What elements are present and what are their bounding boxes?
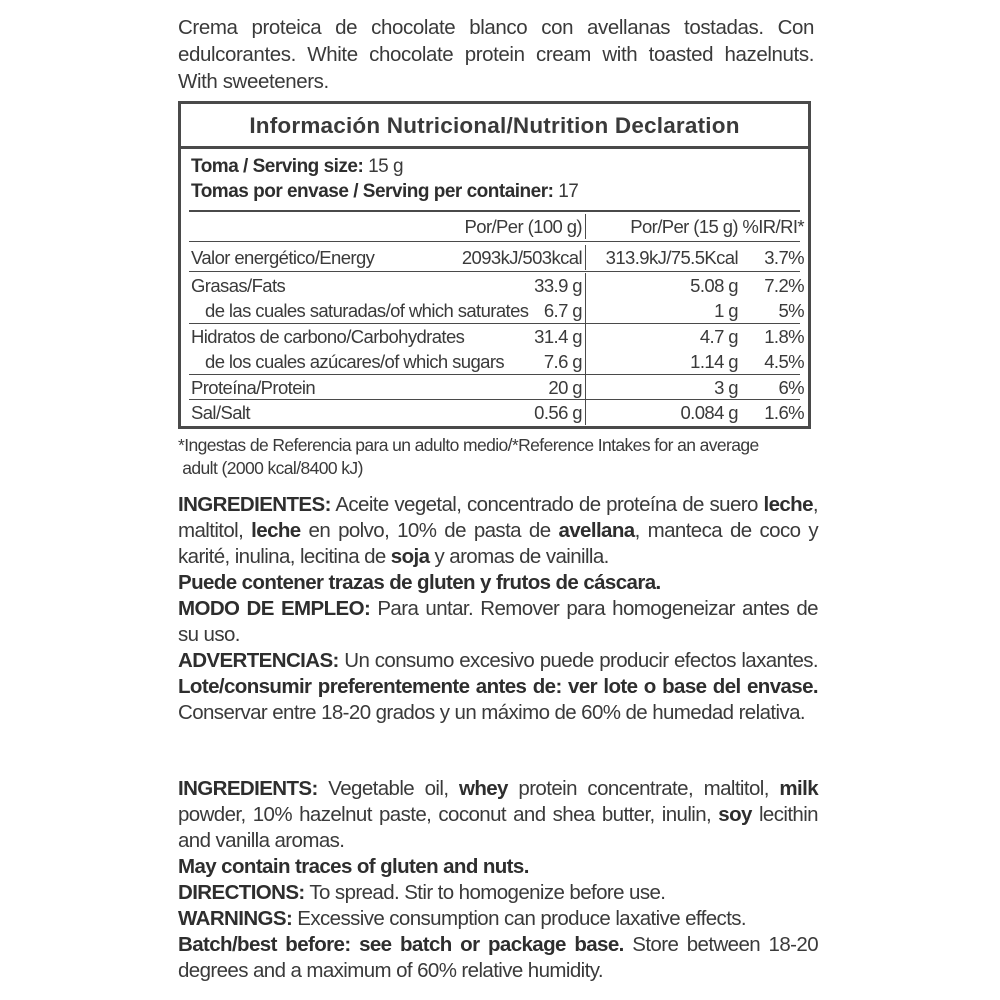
column-divider: [585, 214, 586, 239]
table-row: Hidratos de carbono/Carbohydrates 31.4 g 4.7 g 1.8%: [191, 326, 804, 347]
english-info: [178, 776, 818, 984]
batch-storage-en: Batch/best before: see batch or package base. Store between 18-20 degrees and a maximum of 60% relative humidity.: [178, 933, 818, 982]
table-header-row: [181, 214, 808, 239]
traces-en: May contain traces of gluten and nuts.: [178, 855, 529, 878]
table-row: de las cuales saturadas/of which saturates 6.7 g 1 g 5%: [205, 300, 804, 321]
table-row: de los cuales azúcares/of which sugars 7.6 g 1.14 g 4.5%: [205, 351, 804, 372]
column-divider: [585, 245, 586, 270]
directions-en: DIRECTIONS: To spread. Stir to homogenize before use.: [178, 881, 666, 904]
table-row: Sal/Salt 0.56 g 0.084 g 1.6%: [191, 402, 804, 423]
divider: [189, 210, 800, 212]
servings-per-container: Tomas por envase / Serving per container: 17: [191, 181, 579, 202]
column-divider: [585, 273, 586, 298]
column-divider: [585, 400, 586, 425]
spanish-info: [178, 492, 818, 726]
column-divider: [585, 298, 586, 323]
divider: [189, 271, 800, 272]
ingredients-es: INGREDIENTES: Aceite vegetal, concentrado de proteína de suero leche, maltitol, leche en polvo, 10% de pasta de avellana, manteca de coco y karité, inulina, lecitina de soja y aromas de vainilla.: [178, 493, 819, 568]
table-row: Proteína/Protein 20 g 3 g 6%: [191, 377, 804, 398]
column-divider: [585, 324, 586, 349]
nutrition-table: [178, 101, 811, 429]
header-per-100g: Por/Per (100 g): [464, 216, 582, 237]
nutrition-title: Información Nutricional/Nutrition Declaration: [181, 104, 808, 149]
serving-size: Toma / Serving size: 15 g: [191, 156, 404, 177]
table-row: Grasas/Fats 33.9 g 5.08 g 7.2%: [191, 275, 804, 296]
column-divider: [585, 349, 586, 374]
product-description: Crema proteica de chocolate blanco con avellanas tostadas. Con edulcorantes. White chocolate protein cream with toasted hazelnuts. With sweeteners.: [178, 16, 814, 93]
column-divider: [585, 375, 586, 400]
ingredients-en: INGREDIENTS: Vegetable oil, whey protein concentrate, maltitol, milk powder, 10% hazelnut paste, coconut and shea butter, inulin, soy lecithin and vanilla aromas.: [178, 777, 818, 852]
warnings-en: WARNINGS: Excessive consumption can produce laxative effects.: [178, 907, 747, 930]
traces-es: Puede contener trazas de gluten y frutos de cáscara.: [178, 571, 661, 594]
divider: [189, 241, 800, 242]
directions-es: MODO DE EMPLEO: Para untar. Remover para homogeneizar antes de su uso.: [178, 597, 818, 646]
header-per-15g: Por/Per (15 g): [630, 216, 738, 237]
table-row: Valor energético/Energy 2093kJ/503kcal 313.9kJ/75.5Kcal 3.7%: [191, 247, 804, 268]
header-ri: %IR/RI*: [742, 216, 804, 237]
reference-intake-footnote: *Ingestas de Referencia para un adulto medio/*Reference Intakes for an average adult (2000 kcal/8400 kJ): [178, 435, 759, 478]
warnings-es: ADVERTENCIAS: Un consumo excesivo puede producir efectos laxantes. Lote/consumir preferentemente antes de: ver lote o base del envase. Conservar entre 18-20 grados y un máximo de 60% de humedad relativa.: [178, 649, 818, 724]
